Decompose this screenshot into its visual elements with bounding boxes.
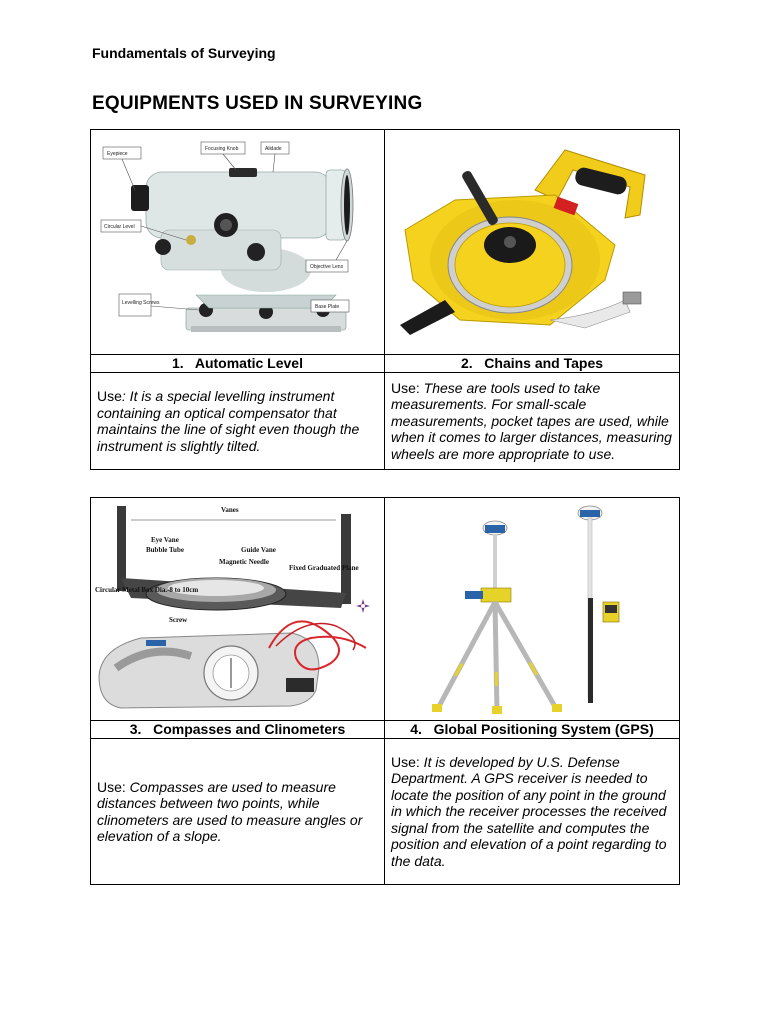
- use-prefix: Use:: [391, 753, 420, 770]
- page-title: EQUIPMENTS USED IN SURVEYING: [92, 93, 423, 114]
- label-eye-vane: Eye Vane: [151, 536, 179, 544]
- label-levelling-screws: Levelling Screws: [122, 300, 160, 306]
- compasses-and-clinometers-image: [91, 498, 385, 721]
- use-prefix: Use:: [97, 778, 126, 795]
- label-focusing-knob: Focusing Knob: [205, 146, 239, 152]
- label-fixed-graduated-plane: Fixed Graduated Plane: [289, 564, 359, 572]
- automatic-level-image: [91, 130, 385, 355]
- caption-chains-and-tapes: 2. Chains and Tapes: [385, 355, 680, 373]
- label-bubble-tube: Bubble Tube: [146, 546, 184, 554]
- label-alidade: Alidade: [265, 146, 282, 152]
- label-screw: Screw: [169, 616, 188, 624]
- label-vanes: Vanes: [221, 506, 239, 514]
- caption-automatic-level: 1. Automatic Level: [91, 355, 385, 373]
- label-base-plate: Base Plate: [315, 304, 340, 310]
- equipment-table-1: [90, 129, 680, 470]
- caption-compasses-and-clinometers: 3. Compasses and Clinometers: [91, 721, 385, 739]
- caption-gps: 4. Global Positioning System (GPS): [385, 721, 680, 739]
- label-guide-vane: Guide Vane: [241, 546, 276, 554]
- use-compasses-and-clinometers: [91, 739, 385, 885]
- label-objective-lens: Objective Lens: [310, 264, 344, 270]
- use-prefix: Use:: [391, 379, 420, 396]
- use-text-automatic-level: : It is a special levelling instrument containing an optical compensator that maintains the line of sight even though the instrument is slightly tilted.: [97, 388, 360, 454]
- equipment-table-2: [90, 497, 680, 885]
- use-automatic-level: [91, 373, 385, 470]
- use-text-gps: It is developed by U.S. Defense Department. A GPS receiver is needed to locate the position of any point in the ground in which the receiver processes the received signal from the satellite and computes the position and elevation of a point regarding to the data.: [391, 753, 667, 869]
- use-text-compasses-and-clinometers: Compasses are used to measure distances between two points, while clinometers are used to measure angles or elevation of a slope.: [97, 778, 363, 844]
- label-circular-level: Circular Level: [104, 224, 135, 230]
- use-text-chains-and-tapes: These are tools used to take measurements. For small-scale measurements, pocket tapes are used, while when it comes to larger distances, measuring wheels are more appropriate to use.: [391, 379, 672, 462]
- label-magnetic-needle: Magnetic Needle: [219, 558, 269, 566]
- chains-and-tapes-image: [385, 130, 680, 355]
- use-gps: [385, 739, 680, 885]
- label-eyepiece: Eyepiece: [107, 151, 128, 157]
- page-header: Fundamentals of Surveying: [92, 45, 276, 61]
- use-chains-and-tapes: [385, 373, 680, 470]
- label-circular-metal-box: Circular Metal Box Dia.-8 to 10cm: [95, 586, 199, 594]
- use-prefix: Use: [97, 388, 122, 404]
- gps-image: [385, 498, 680, 721]
